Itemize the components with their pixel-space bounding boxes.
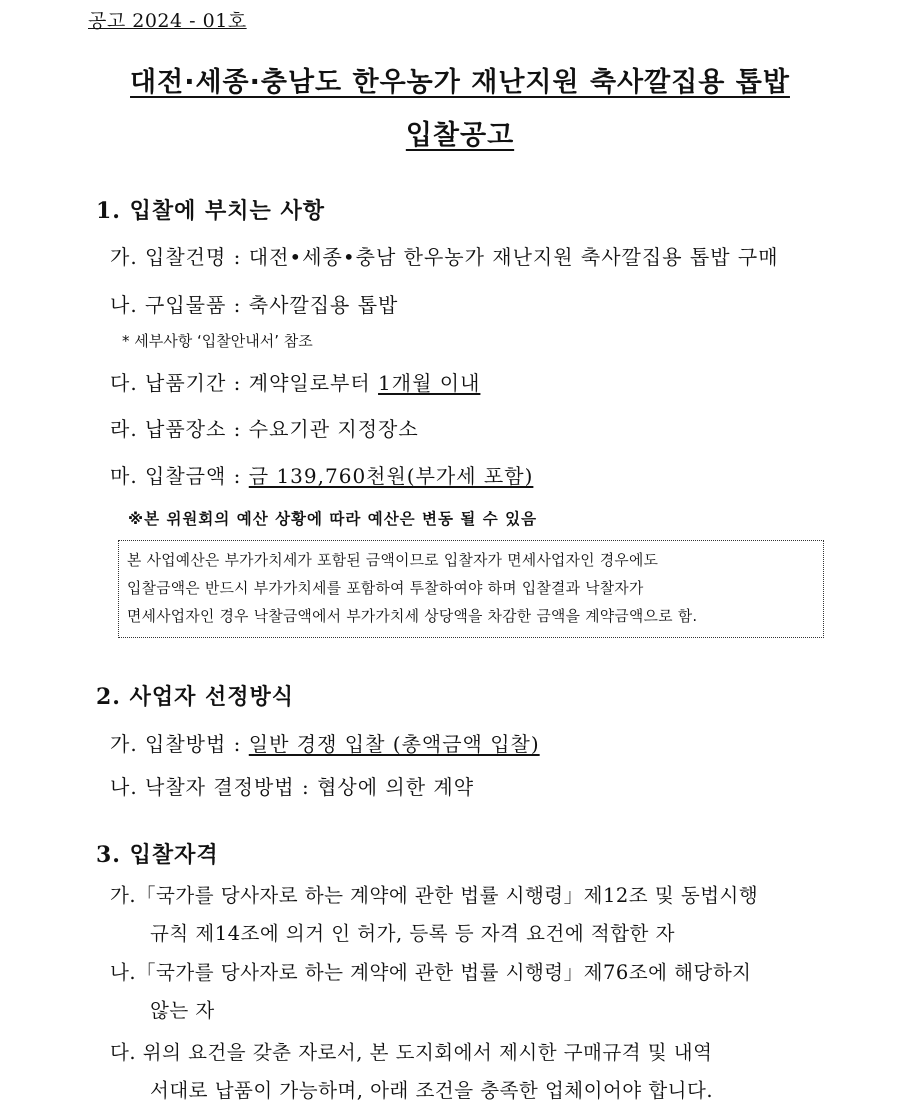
qualification-line: 서대로 납품이 가능하며, 아래 조건을 충족한 업체이어야 합니다.	[150, 1079, 714, 1102]
delivery-period-value: 1개월 이내	[378, 371, 481, 395]
qualification-line: 다. 위의 요건을 갖춘 자로서, 본 도지회에서 제시한 구매규격 및 내역	[110, 1041, 713, 1064]
qualification-line: 나.「국가를 당사자로 하는 계약에 관한 법률 시행령」제76조에 해당하지	[110, 961, 752, 984]
qualification-item-da	[110, 1037, 713, 1103]
section-2-heading: 2. 사업자 선정방식	[96, 684, 295, 710]
delivery-place-item: 라. 납품장소 : 수요기관 지정장소	[110, 417, 419, 441]
bid-amount-label: 마. 입찰금액 :	[110, 464, 249, 488]
notice-number: 공고 2024 - 01호	[88, 10, 247, 32]
vat-notice-line: 입찰금액은 반드시 부가가치세를 포함하여 투찰하여야 하며 입찰결과 낙찰자가	[127, 580, 644, 597]
bid-name-item: 가. 입찰건명 : 대전•세종•충남 한우농가 재난지원 축사깔집용 톱밥 구매	[110, 245, 779, 269]
qualification-line: 가.「국가를 당사자로 하는 계약에 관한 법률 시행령」제12조 및 동법시행	[110, 884, 759, 907]
delivery-period-label: 다. 납품기간 : 계약일로부터	[110, 371, 379, 395]
winner-selection-item: 나. 낙찰자 결정방법 : 협상에 의한 계약	[110, 775, 475, 799]
section-3-heading: 3. 입찰자격	[96, 842, 219, 868]
vat-notice-line: 면세사업자인 경우 낙찰금액에서 부가가치세 상당액을 차감한 금액을 계약금액으로 함.	[127, 608, 698, 625]
qualification-line: 규칙 제14조에 의거 인 허가, 등록 등 자격 요건에 적합한 자	[150, 922, 675, 945]
bid-amount-item	[110, 460, 533, 489]
vat-notice-line: 본 사업예산은 부가가치세가 포함된 금액이므로 입찰자가 면세사업자인 경우에도	[127, 552, 659, 569]
document-title-line2: 입찰공고	[405, 120, 515, 151]
purchase-item: 나. 구입물품 : 축사깔집용 톱밥	[110, 293, 399, 317]
vat-notice-box	[118, 540, 824, 638]
qualification-line: 않는 자	[150, 999, 215, 1022]
bid-method-value: 일반 경쟁 입찰 (총액금액 입찰)	[248, 732, 540, 756]
delivery-period-item	[110, 367, 480, 396]
budget-warning: ※본 위원회의 예산 상황에 따라 예산은 변동 될 수 있음	[128, 510, 538, 528]
document-title: 대전·세종·충남도 한우농가 재난지원 축사깔집용 톱밥	[130, 67, 790, 98]
qualification-item-na	[110, 957, 752, 1023]
bid-method-item	[110, 728, 540, 757]
bid-method-label: 가. 입찰방법 :	[110, 732, 249, 756]
bid-amount-value: 금 139,760천원(부가세 포함)	[248, 464, 534, 488]
qualification-item-ga	[110, 880, 758, 946]
detail-note: * 세부사항 ‘입찰안내서’ 참조	[122, 332, 313, 350]
section-1-heading: 1. 입찰에 부치는 사항	[96, 198, 325, 224]
